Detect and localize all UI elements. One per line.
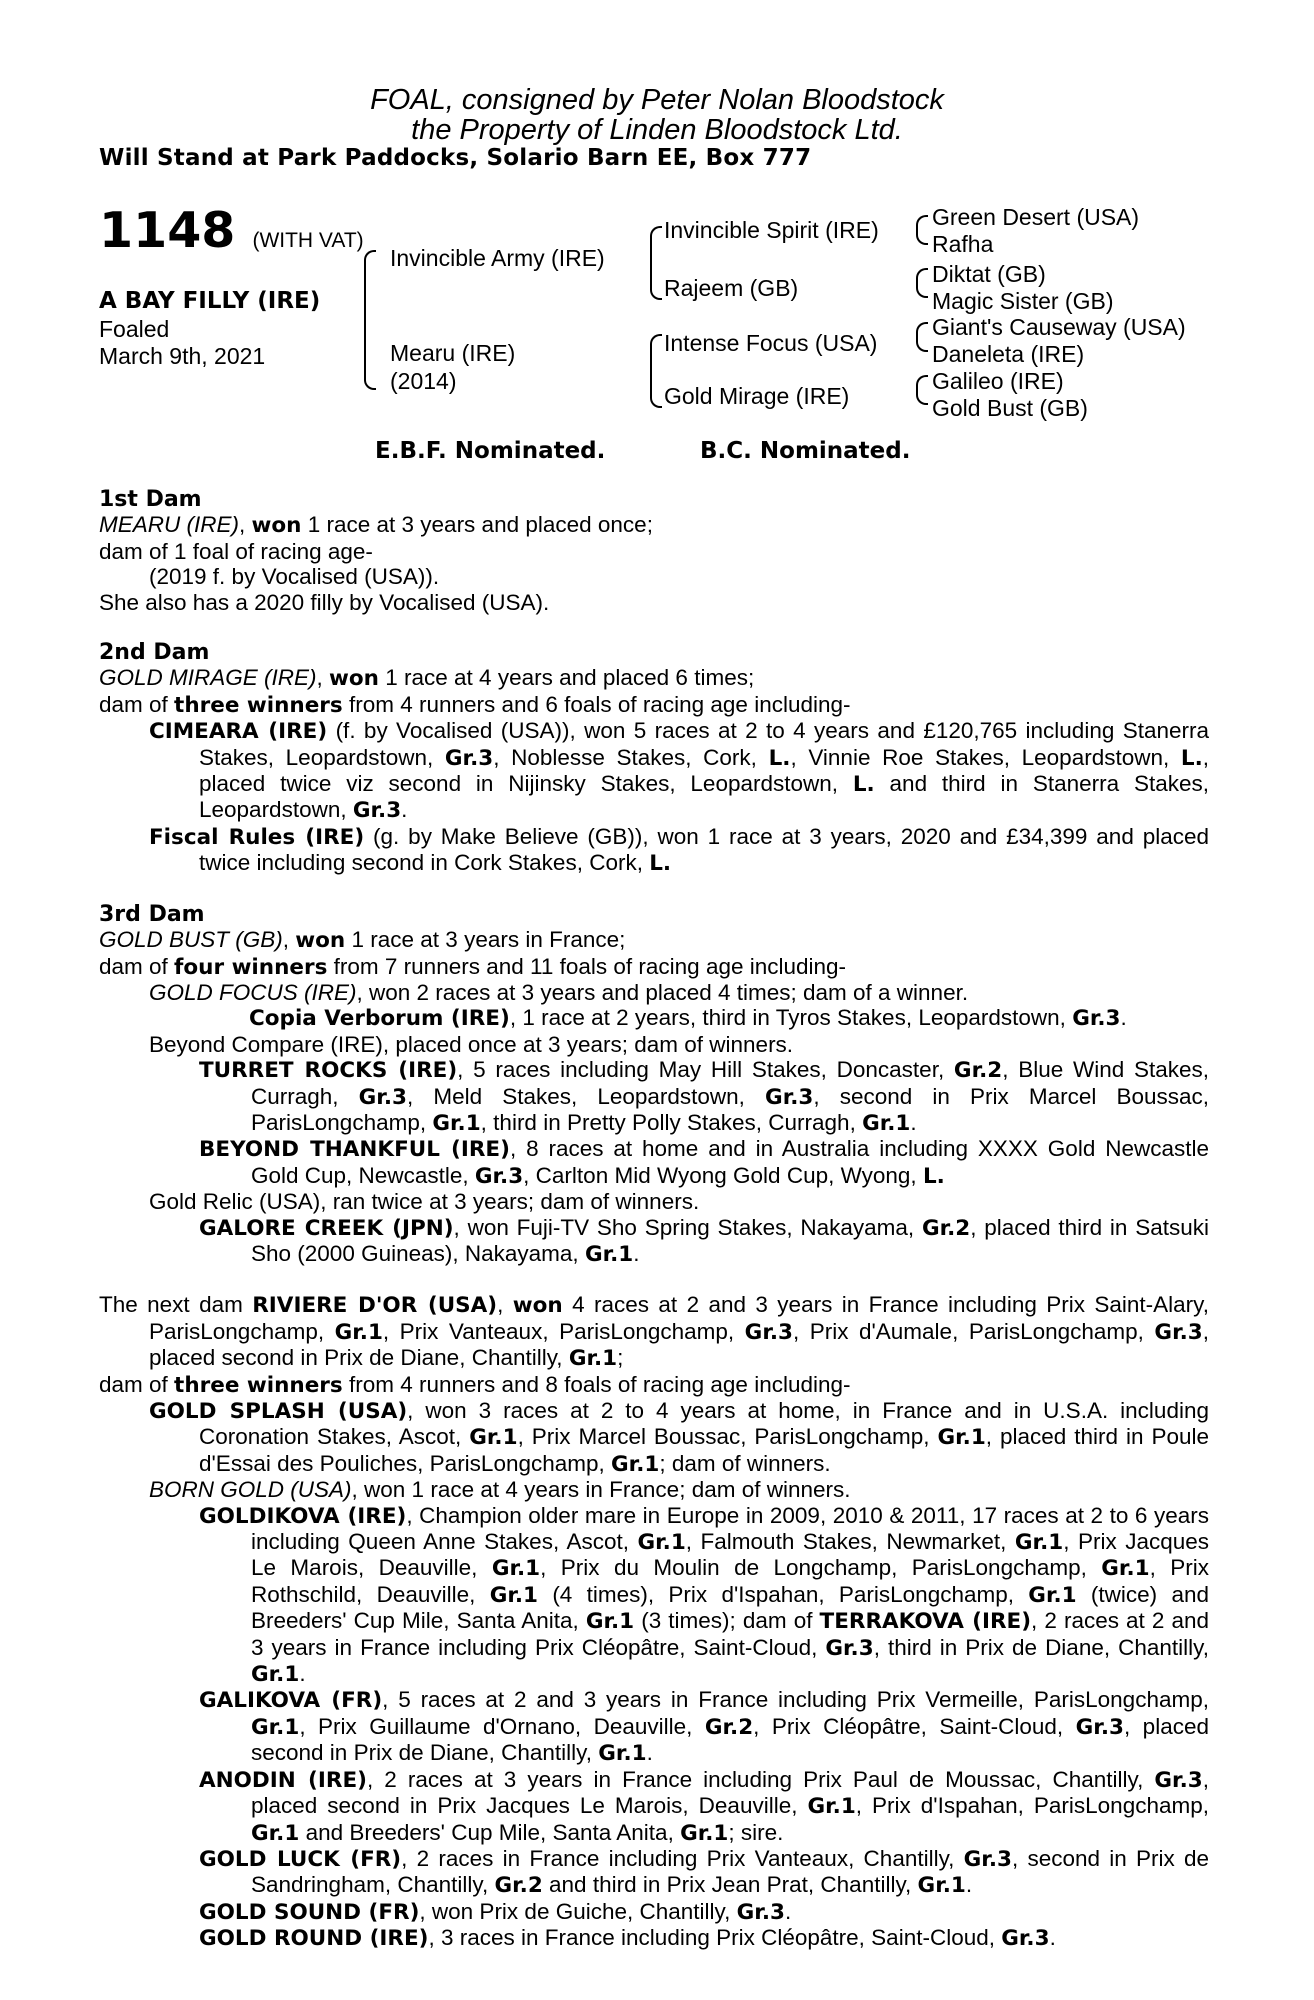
pedigree-brace-main — [364, 250, 376, 390]
pedigree-brace-2 — [916, 268, 928, 298]
foaled-date: Foaled March 9th, 2021 — [99, 316, 266, 369]
pedigree-brace-3 — [916, 322, 928, 352]
third-dam-text: GOLD BUST (GB), won 1 race at 3 years in France; — [99, 927, 626, 954]
gp-3: Diktat (GB) — [932, 261, 1046, 287]
pedigree-brace-sire — [650, 226, 662, 300]
gp-1: Green Desert (USA) — [932, 204, 1140, 230]
sire-sire: Invincible Spirit (IRE) — [664, 217, 879, 243]
produce-record: 1st Dam MEARU (IRE), won 1 race at 3 years and placed once; dam of 1 foal of racing age- (2019 f. by Vocalised (USA)). She also has a 2020 filly by Vocalised (USA). 2nd Dam GOLD MIRAGE (IRE), won 1 race at 4 years and placed 6 times; dam of three winners from 4 runners and 6 foals of racing age including- CIMEARA (IRE) (f. by Vocalised (USA)), won 5 races at 2 to 4 years and £120,765 including Stanerra Stakes, Leopardstown, Gr.3, Noblesse Stakes, Cork, L., Vinnie Roe Stakes, Leopardstown, L., placed twice viz second in Nijinsky Stakes, Leopardstown, L. and third in Stanerra Stakes, Leopardstown, Gr.3. Fiscal Rules (IRE) (g. by Make Believe (GB)), won 1 race at 3 years, 2020 and £34,399 and placed twice including second in Cork Stakes, Cork, L. 3rd Dam GOLD BUST (GB), won 1 race at 3 years in France; dam of four winners from 7 runners and 11 foals of racing age including- GOLD FOCUS (IRE), won 2 races at 3 years and placed 4 times; dam of a winner. Copia Verborum (IRE), 1 race at 2 years, third in Tyros Stakes, Leopardstown, Gr.3. Beyond Compare (IRE), placed once at 3 years; dam of winners. TURRET ROCKS (IRE), 5 races including May Hill Stakes, Doncaster, Gr.2, Blue Wind Stakes, Curragh, Gr.3, Meld Stakes, Leopardstown, Gr.3, second in Prix Marcel Boussac, ParisLongchamp, Gr.1, third in Pretty Polly Stakes, Curragh, Gr.1. BEYOND THANKFUL (IRE), 8 races at home and in Australia including XXXX Gold Newcastle Gold Cup, Newcastle, Gr.3, Carlton Mid Wyong Gold Cup, Wyong, L. Gold Relic (USA), ran twice at 3 years; dam of winners. GALORE CREEK (JPN), won Fuji-TV Sho Spring Stakes, Nakayama, Gr.2, placed third in Satsuki Sho (2000 Guineas), Nakayama, Gr.1. The next dam RIVIERE D'OR (USA), won 4 races at 2 and 3 years in France including Prix Saint-Alary, ParisLongchamp, Gr.1, Prix Vanteaux, ParisLongchamp, Gr.3, Prix d'Aumale, ParisLongchamp, Gr.3, placed second in Prix de Diane, Chantilly, Gr.1; dam of three winners from 4 runners and 8 foals of racing age including- GOLD SPLASH (USA), won 3 races at 2 to 4 years at home, in France and in U.S.A. including Coronation Stakes, Ascot, Gr.1, Prix Marcel Boussac, ParisLongchamp, Gr.1, placed third in Poule d'Essai des Pouliches, ParisLongchamp, Gr.1; dam of winners. BORN GOLD (USA), won 1 race at 4 years in France; dam of winners. GOLDIKOVA (IRE), Champion older mare in Europe in 2009, 2010 & 2011, 17 races at 2 to 6 years including Queen Anne Stakes, Ascot, Gr.1, Falmouth Stakes, Newmarket, Gr.1, Prix Jacques Le Marois, Deauville, Gr.1, Prix du Moulin de Longchamp, ParisLongchamp, Gr.1, Prix Rothschild, Deauville, Gr.1 (4 times), Prix d'Ispahan, ParisLongchamp, Gr.1 (twice) and Breeders' Cup Mile, Santa Anita, Gr.1 (3 times); dam of TERRAKOVA (IRE), 2 races at 2 and 3 years in France including Prix Cléopâtre, Saint-Cloud, Gr.3, third in Prix de Diane, Chantilly, Gr.1. GALIKOVA (FR), 5 races at 2 and 3 years in France including Prix Vermeille, ParisLongchamp, Gr.1, Prix Guillaume d'Ornano, Deauville, Gr.2, Prix Cléopâtre, Saint-Cloud, Gr.3, placed second in Prix de Diane, Chantilly, Gr.1. ANODIN (IRE), 2 races at 3 years in France including Prix Paul de Moussac, Chantilly, Gr.3, placed second in Prix Jacques Le Marois, Deauville, Gr.1, Prix d'Ispahan, ParisLongchamp, Gr.1 and Breeders' Cup Mile, Santa Anita, Gr.1; sire. GOLD LUCK (FR), 2 races in France including Prix Vanteaux, Chantilly, Gr.3, second in Prix de Sandringham, Chantilly, Gr.2 and third in Prix Jean Prat, Chantilly, Gr.1. GOLD SOUND (FR), won Prix de Guiche, Chantilly, Gr.3. GOLD ROUND (IRE), 3 races in France including Prix Cléopâtre, Saint-Cloud, Gr.3. — [99, 487, 1210, 1952]
pedigree-brace-4 — [916, 375, 928, 405]
gp-6: Daneleta (IRE) — [932, 341, 1085, 367]
gp-5: Giant's Causeway (USA) — [932, 314, 1186, 340]
stand-line: Will Stand at Park Paddocks, Solario Barn EE, Box 777 — [99, 145, 812, 171]
consignor-line: FOAL, consigned by Peter Nolan Bloodstock — [370, 84, 944, 116]
lot-number: 1148 (WITH VAT) — [99, 202, 364, 259]
ebf-nominated: E.B.F. Nominated. — [375, 438, 606, 464]
third-dam-heading: 3rd Dam — [99, 901, 205, 927]
gp-4: Magic Sister (GB) — [932, 288, 1114, 314]
sire-name: Invincible Army (IRE) — [390, 245, 605, 271]
pedigree-brace-1 — [916, 215, 928, 245]
gp-8: Gold Bust (GB) — [932, 395, 1088, 421]
vat-note: (WITH VAT) — [252, 229, 364, 252]
dam-dam: Gold Mirage (IRE) — [664, 383, 850, 409]
dam-year: (2014) — [390, 368, 457, 394]
lot-title: A BAY FILLY (IRE) — [99, 288, 321, 314]
dam-sire: Intense Focus (USA) — [664, 330, 878, 356]
gp-2: Rafha — [932, 231, 994, 257]
sire-dam: Rajeem (GB) — [664, 275, 799, 301]
dam-name: Mearu (IRE) — [390, 340, 516, 366]
pedigree-brace-dam — [650, 334, 662, 408]
second-dam-text: GOLD MIRAGE (IRE), won 1 race at 4 years and placed 6 times; — [99, 665, 755, 692]
bc-nominated: B.C. Nominated. — [700, 438, 911, 464]
second-dam-heading: 2nd Dam — [99, 640, 210, 666]
gp-7: Galileo (IRE) — [932, 368, 1064, 394]
property-line: the Property of Linden Bloodstock Ltd. — [411, 114, 903, 146]
next-dam-text: The next dam RIVIERE D'OR (USA), won 4 races at 2 and 3 years in France including Prix Saint-Alary, ParisLongchamp, Gr.1, Prix Vanteaux, ParisLongchamp, Gr.3, Prix d'Aumale, ParisLongchamp, Gr.3, placed second in Prix de Diane, Chantilly, Gr.1; — [99, 1292, 1209, 1372]
first-dam-heading: 1st Dam — [99, 487, 202, 512]
first-dam-text: MEARU (IRE), won 1 race at 3 years and placed once; — [99, 512, 653, 539]
